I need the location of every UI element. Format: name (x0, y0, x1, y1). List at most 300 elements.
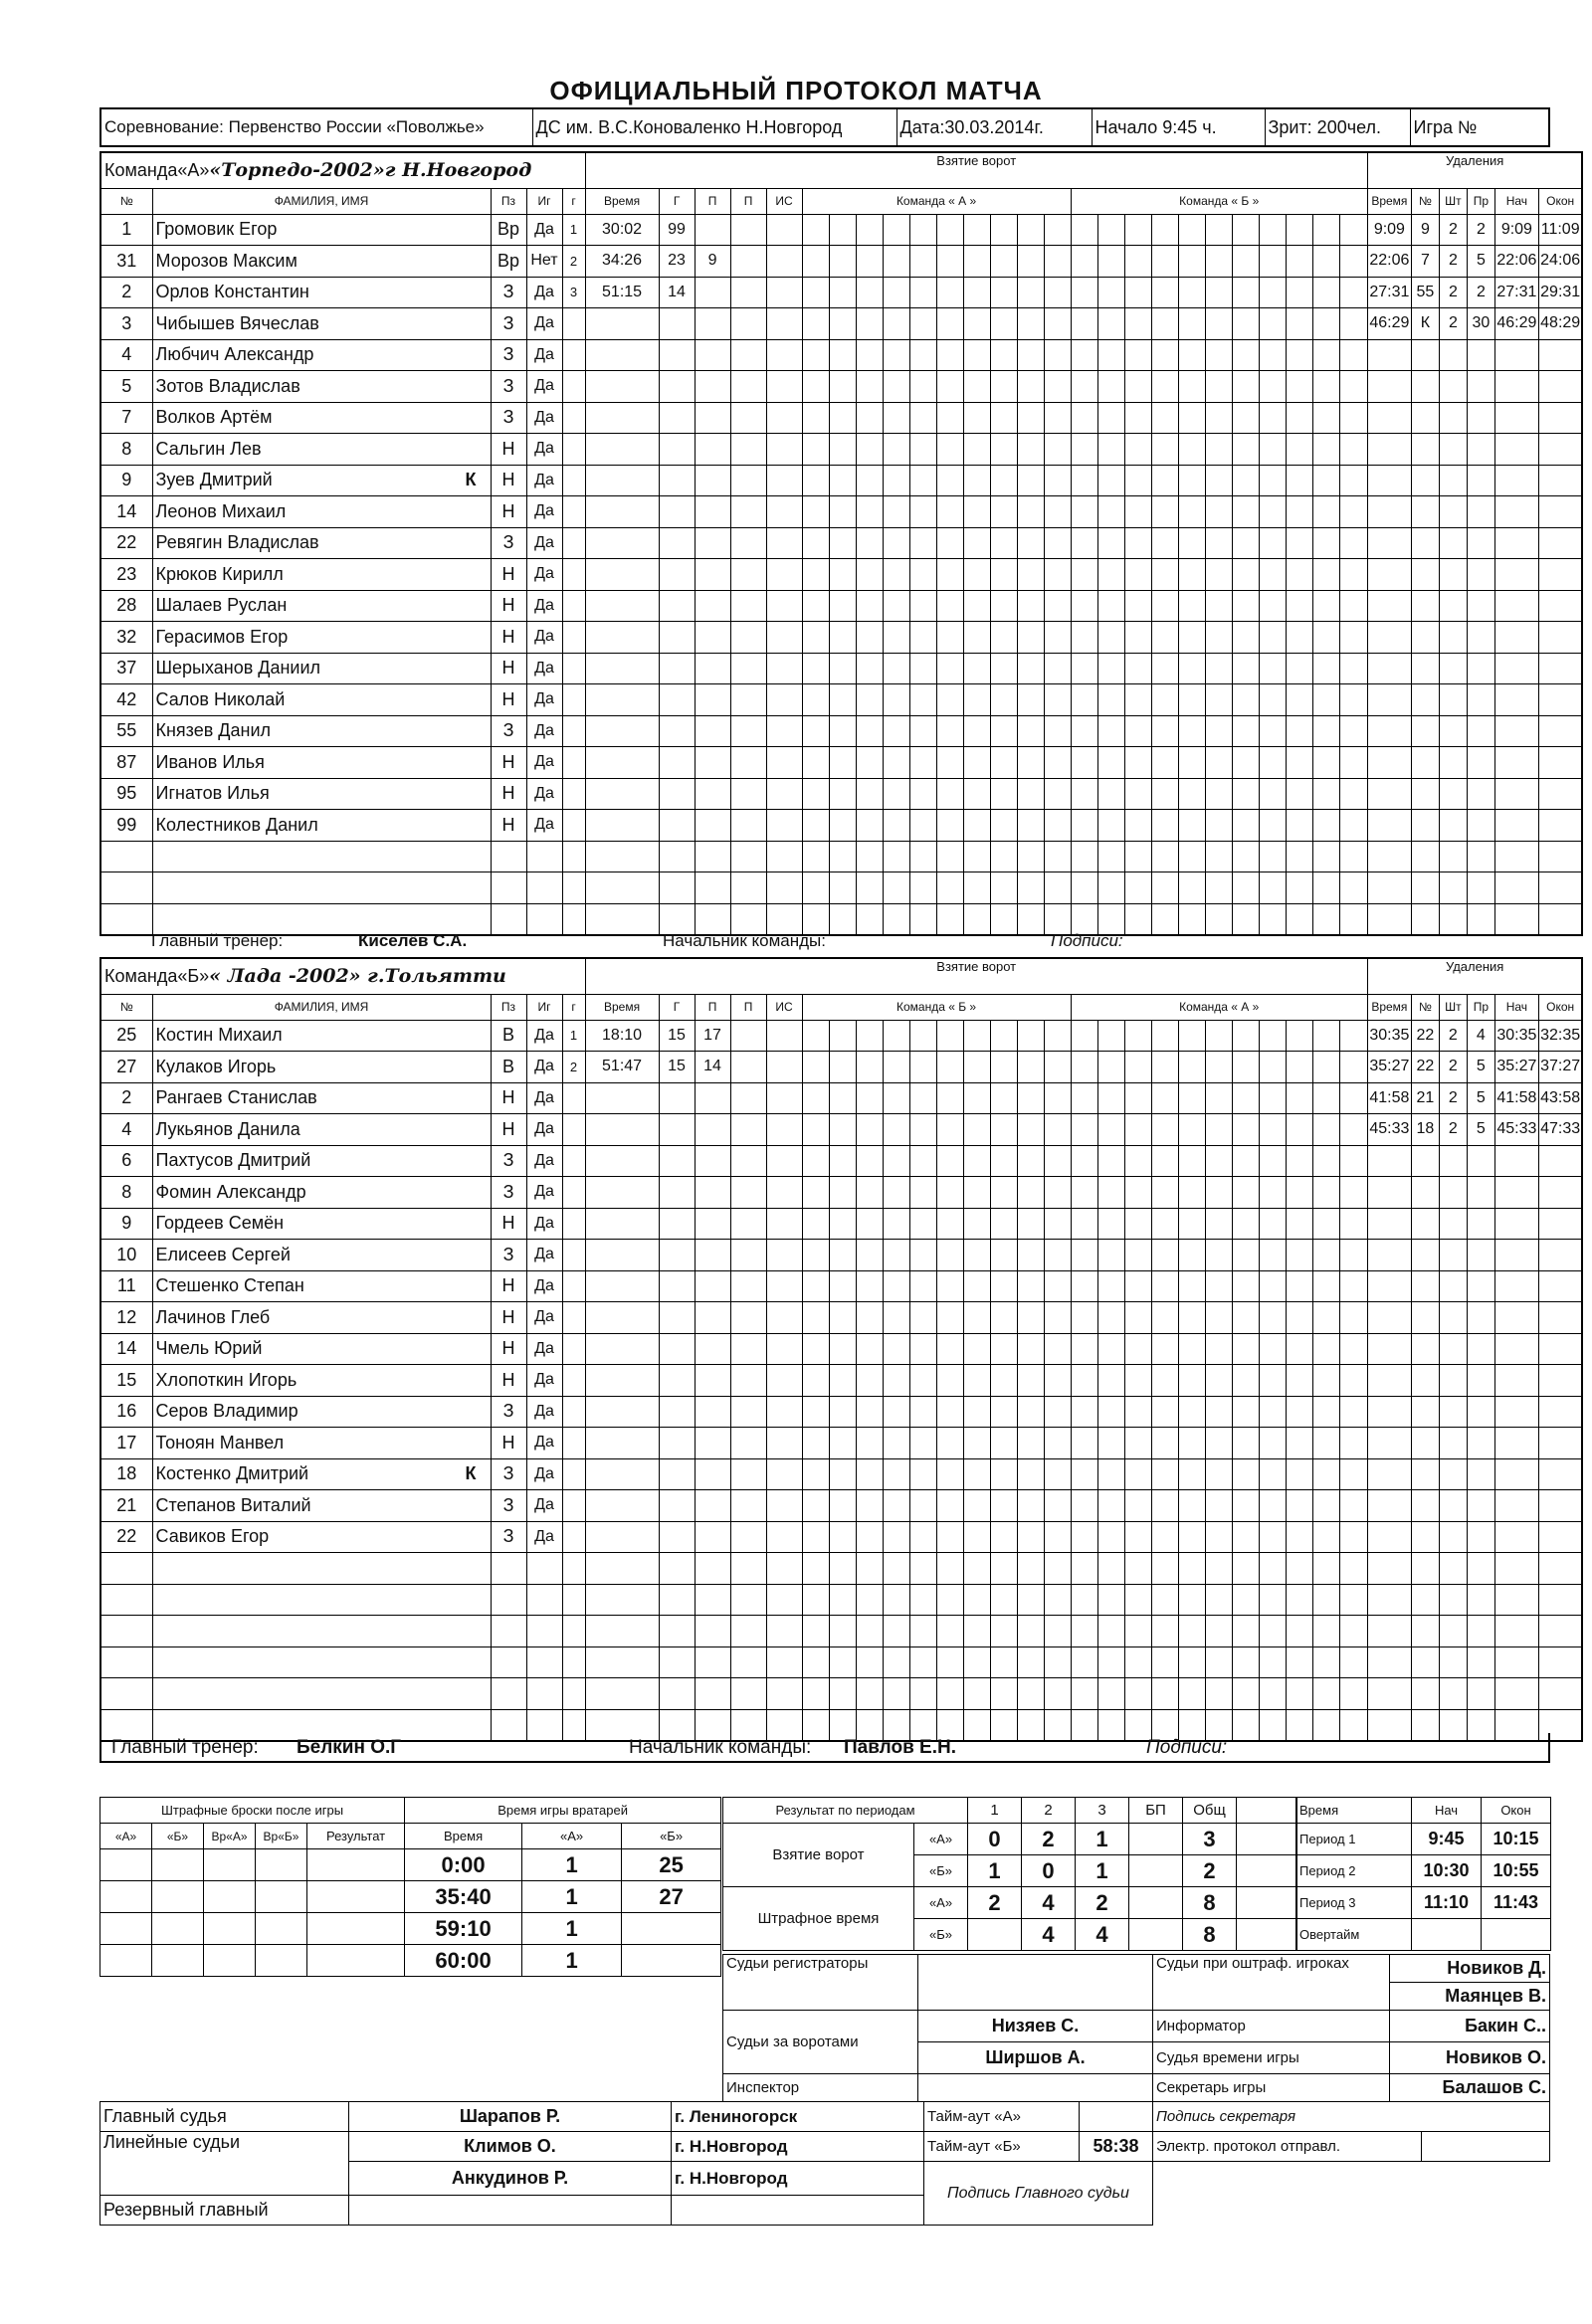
pen-time (1367, 715, 1411, 747)
player-name (152, 496, 491, 528)
player-name-text: Ревягин Владислав (155, 532, 319, 553)
team-b-col-name: ФАМИЛИЯ, ИМЯ (152, 994, 491, 1020)
grid-cell (1178, 747, 1205, 779)
grid-cell (1232, 1678, 1259, 1710)
grid-cell (1259, 841, 1286, 872)
grid-cell (990, 1333, 1017, 1365)
grid-cell (1178, 1365, 1205, 1397)
pen-time (1367, 1208, 1411, 1240)
pen-end (1538, 590, 1582, 622)
player-number: 28 (100, 590, 152, 622)
grid-cell (909, 277, 936, 308)
grid-cell (1071, 1616, 1097, 1647)
grid-cell (990, 559, 1017, 591)
grid-cell (829, 339, 856, 371)
grid-cell (909, 1584, 936, 1616)
pim-a-p3: 2 (1076, 1887, 1129, 1919)
chief-referee-city: г. Лениногорск (672, 2102, 924, 2132)
grid-cell (1044, 1584, 1071, 1616)
team-b-col-pr: Пр (1467, 994, 1494, 1020)
player-plays: Да (526, 810, 562, 842)
grid-cell (990, 1082, 1017, 1114)
grid-cell (990, 1208, 1017, 1240)
grid-cell (1339, 465, 1367, 496)
goal-index (562, 715, 585, 747)
player-number: 17 (100, 1428, 152, 1459)
pen-time (1367, 527, 1411, 559)
grid-cell (1071, 622, 1097, 654)
team-a-player-row (100, 715, 1582, 747)
goal-assist-1 (695, 527, 730, 559)
grid-cell (990, 622, 1017, 654)
goal-assist-1 (695, 590, 730, 622)
grid-cell (1232, 402, 1259, 434)
gk-a: 1 (522, 1849, 622, 1881)
pen-minutes (1439, 1490, 1467, 1522)
player-number: 25 (100, 1020, 152, 1052)
player-name (152, 339, 491, 371)
grid-cell (856, 1584, 883, 1616)
grid-cell (963, 1208, 990, 1240)
goal-assist-1 (695, 1616, 730, 1647)
grid-cell (1339, 590, 1367, 622)
shootout-cell (307, 1849, 405, 1881)
grid-cell (1205, 778, 1232, 810)
grid-cell (1178, 872, 1205, 904)
goal-index (562, 527, 585, 559)
pen-start (1494, 622, 1538, 654)
grid-cell (1124, 1678, 1151, 1710)
player-name (152, 1114, 491, 1146)
pen-minutes (1439, 1428, 1467, 1459)
player-name (152, 1082, 491, 1114)
grid-cell (1312, 747, 1339, 779)
grid-cell (856, 841, 883, 872)
player-position (491, 1616, 526, 1647)
grid-cell (1124, 277, 1151, 308)
gk-time: 59:10 (405, 1913, 522, 1945)
pen-time (1367, 810, 1411, 842)
grid-cell (990, 527, 1017, 559)
goal-scorer (659, 1333, 695, 1365)
gk-a-col: «А» (522, 1824, 622, 1849)
player-number: 37 (100, 653, 152, 684)
goal-assist-1 (695, 1177, 730, 1209)
grid-cell (1232, 1553, 1259, 1585)
player-name-text: Костенко Дмитрий (155, 1463, 309, 1484)
pen-player (1411, 1177, 1439, 1209)
grid-cell (1339, 246, 1367, 278)
goal-time (585, 810, 659, 842)
grid-cell (963, 1177, 990, 1209)
grid-cell (802, 653, 829, 684)
pen-minutes (1439, 1584, 1467, 1616)
pen-reason (1467, 1458, 1494, 1490)
grid-cell (802, 1678, 829, 1710)
grid-cell (1071, 1365, 1097, 1397)
grid-cell (990, 1114, 1017, 1146)
grid-cell (1044, 1616, 1071, 1647)
grid-cell (990, 1240, 1017, 1271)
goal-time (585, 841, 659, 872)
player-name (152, 1020, 491, 1052)
goal-time (585, 872, 659, 904)
goal-assist-2 (730, 747, 766, 779)
pen-player (1411, 1584, 1439, 1616)
grid-cell (1312, 277, 1339, 308)
grid-cell (909, 1302, 936, 1334)
goal-assist-2 (730, 246, 766, 278)
grid-cell (1097, 246, 1124, 278)
grid-cell (1151, 1490, 1178, 1522)
goal-index (562, 1365, 585, 1397)
pen-reason (1467, 1553, 1494, 1585)
goal-time (585, 747, 659, 779)
grid-cell (1044, 308, 1071, 340)
pen-time (1367, 684, 1411, 716)
grid-cell (1259, 559, 1286, 591)
pen-end: 48:29 (1538, 308, 1582, 340)
grid-cell (909, 246, 936, 278)
grid-cell (1071, 339, 1097, 371)
grid-cell (1178, 559, 1205, 591)
grid-cell (1178, 1428, 1205, 1459)
timeout-a-label: Тайм-аут «А» (924, 2102, 1080, 2132)
grid-cell (829, 1082, 856, 1114)
grid-cell (1259, 1177, 1286, 1209)
grid-cell (802, 277, 829, 308)
team-a-col-ig: Иг (526, 188, 562, 214)
player-number: 14 (100, 496, 152, 528)
grid-cell (990, 1052, 1017, 1083)
period-results (722, 1797, 1297, 1951)
player-plays (526, 1616, 562, 1647)
player-name (152, 1365, 491, 1397)
grid-cell (1205, 1428, 1232, 1459)
grid-cell (909, 371, 936, 403)
goal-assist-2 (730, 715, 766, 747)
grid-cell (990, 747, 1017, 779)
grid-cell (829, 214, 856, 246)
grid-cell (1124, 465, 1151, 496)
team-b-player-row (100, 1145, 1582, 1177)
grid-cell (1259, 810, 1286, 842)
grid-cell (963, 590, 990, 622)
grid-cell (1205, 277, 1232, 308)
pen-reason (1467, 496, 1494, 528)
pen-player (1411, 1240, 1439, 1271)
player-name-text: Зуев Дмитрий (155, 470, 273, 490)
player-name (152, 810, 491, 842)
pen-end: 43:58 (1538, 1082, 1582, 1114)
grid-cell (1178, 465, 1205, 496)
team-a-player-row (100, 434, 1582, 466)
pim-b-bp (1129, 1919, 1183, 1951)
grid-cell (936, 1020, 963, 1052)
grid-cell (963, 872, 990, 904)
pen-time (1367, 1396, 1411, 1428)
team-a-player-row (100, 622, 1582, 654)
grid-cell (936, 1052, 963, 1083)
pen-end (1538, 1553, 1582, 1585)
goal-situation (766, 1333, 802, 1365)
grid-cell (1312, 1678, 1339, 1710)
team-a-penalties-header: Удаления (1367, 152, 1582, 188)
pen-player (1411, 1428, 1439, 1459)
goal-situation (766, 371, 802, 403)
grid-cell (1178, 1553, 1205, 1585)
goal-index: 3 (562, 277, 585, 308)
goal-assist-1 (695, 841, 730, 872)
grid-cell (1017, 1082, 1044, 1114)
grid-cell (1124, 653, 1151, 684)
goal-index (562, 653, 585, 684)
grid-cell (1178, 1584, 1205, 1616)
pen-start (1494, 590, 1538, 622)
grid-cell (883, 1082, 909, 1114)
team-b-col-ptime: Время (1367, 994, 1411, 1020)
grid-cell (1044, 841, 1071, 872)
grid-cell (1071, 841, 1097, 872)
pen-player (1411, 810, 1439, 842)
grid-cell (1339, 1646, 1367, 1678)
grid-cell (963, 1145, 990, 1177)
goal-assist-1 (695, 559, 730, 591)
grid-cell (936, 841, 963, 872)
player-number: 14 (100, 1333, 152, 1365)
pen-reason (1467, 1270, 1494, 1302)
player-position: З (491, 371, 526, 403)
grid-cell (1205, 1616, 1232, 1647)
grid-cell (963, 841, 990, 872)
player-plays: Да (526, 1270, 562, 1302)
goal-scorer (659, 747, 695, 779)
player-number: 16 (100, 1396, 152, 1428)
grid-cell (1097, 1082, 1124, 1114)
grid-cell (829, 1646, 856, 1678)
goal-time (585, 1114, 659, 1146)
grid-cell (1097, 496, 1124, 528)
grid-cell (1232, 339, 1259, 371)
team-b-player-row (100, 1240, 1582, 1271)
pen-time (1367, 1177, 1411, 1209)
pen-time: 46:29 (1367, 308, 1411, 340)
goals-a-total: 3 (1183, 1824, 1237, 1855)
player-position: Н (491, 653, 526, 684)
pen-end (1538, 1270, 1582, 1302)
team-a-col-P1: П (695, 188, 730, 214)
linesmen-label: Линейные судьи (100, 2132, 349, 2196)
pen-player (1411, 559, 1439, 591)
goal-time (585, 1145, 659, 1177)
grid-cell (1178, 1616, 1205, 1647)
player-position: Н (491, 810, 526, 842)
grid-cell (1259, 715, 1286, 747)
grid-cell (802, 747, 829, 779)
pen-minutes (1439, 622, 1467, 654)
grid-cell (1071, 277, 1097, 308)
grid-cell (1124, 246, 1151, 278)
player-plays (526, 1584, 562, 1616)
grid-cell (1178, 1302, 1205, 1334)
player-plays: Да (526, 277, 562, 308)
grid-cell (1178, 339, 1205, 371)
grid-cell (1097, 1490, 1124, 1522)
goal-time: 51:47 (585, 1052, 659, 1083)
grid-cell (1071, 1553, 1097, 1585)
grid-cell (883, 1177, 909, 1209)
goal-index (562, 339, 585, 371)
grid-cell (883, 1584, 909, 1616)
grid-cell (1232, 496, 1259, 528)
grid-cell (1124, 1302, 1151, 1334)
grid-cell (1312, 1616, 1339, 1647)
grid-cell (802, 308, 829, 340)
shootout-cell (307, 1913, 405, 1945)
gk-row (100, 1945, 721, 1977)
period-start: 11:10 (1412, 1887, 1482, 1919)
grid-cell (883, 653, 909, 684)
pen-player (1411, 1458, 1439, 1490)
period-start: 9:45 (1412, 1824, 1482, 1855)
pen-end (1538, 1521, 1582, 1553)
grid-cell (883, 434, 909, 466)
grid-cell (1151, 308, 1178, 340)
grid-cell (936, 371, 963, 403)
grid-cell (1017, 339, 1044, 371)
goal-assist-1 (695, 1082, 730, 1114)
e-protocol-label: Электр. протокол отправл. (1153, 2132, 1422, 2162)
grid-cell (856, 434, 883, 466)
grid-cell (990, 1616, 1017, 1647)
pen-minutes (1439, 1521, 1467, 1553)
player-position (491, 1553, 526, 1585)
player-name (152, 1678, 491, 1710)
grid-cell (1071, 1458, 1097, 1490)
grid-cell (1044, 1240, 1071, 1271)
grid-cell (1259, 496, 1286, 528)
pen-end: 11:09 (1538, 214, 1582, 246)
team-b-col-pz: Пз (491, 994, 526, 1020)
pim-a-p1: 2 (968, 1887, 1022, 1919)
grid-cell (883, 1052, 909, 1083)
period-start-col: Нач (1412, 1798, 1482, 1824)
period-name: Период 2 (1296, 1855, 1412, 1887)
grid-cell (883, 872, 909, 904)
grid-cell (1205, 1082, 1232, 1114)
grid-cell (1124, 496, 1151, 528)
pen-start (1494, 465, 1538, 496)
grid-cell (802, 1333, 829, 1365)
pen-player (1411, 747, 1439, 779)
grid-cell (936, 747, 963, 779)
grid-cell (1044, 1302, 1071, 1334)
grid-cell (1044, 559, 1071, 591)
grid-cell (1339, 1020, 1367, 1052)
goal-scorer (659, 527, 695, 559)
grid-cell (1339, 1428, 1367, 1459)
pen-reason: 4 (1467, 1020, 1494, 1052)
goal-index (562, 841, 585, 872)
goal-scorer (659, 715, 695, 747)
pim-b-p1 (968, 1919, 1022, 1951)
grid-cell (990, 1396, 1017, 1428)
gk-b: 25 (622, 1849, 721, 1881)
pen-reason: 2 (1467, 277, 1494, 308)
grid-cell (829, 308, 856, 340)
goal-assist-2 (730, 1646, 766, 1678)
pen-end (1538, 1428, 1582, 1459)
player-name (152, 214, 491, 246)
pen-player: 7 (1411, 246, 1439, 278)
grid-cell (1151, 1365, 1178, 1397)
goal-situation (766, 1082, 802, 1114)
goal-situation (766, 622, 802, 654)
grid-cell (1017, 1458, 1044, 1490)
player-number: 4 (100, 1114, 152, 1146)
goals-a-p3: 1 (1076, 1824, 1129, 1855)
grid-cell (1124, 1428, 1151, 1459)
grid-cell (1071, 1240, 1097, 1271)
goal-assist-1 (695, 1208, 730, 1240)
grid-cell (936, 1616, 963, 1647)
grid-cell (1178, 1396, 1205, 1428)
grid-cell (1232, 590, 1259, 622)
player-name-text: Шалаев Руслан (155, 595, 288, 616)
grid-cell (1286, 841, 1312, 872)
goal-scorer: 15 (659, 1020, 695, 1052)
player-name-text: Чмель Юрий (155, 1338, 263, 1359)
pen-start (1494, 1678, 1538, 1710)
team-b-col-pnum: № (1411, 994, 1439, 1020)
grid-cell (990, 715, 1017, 747)
shootout-cell (152, 1881, 204, 1913)
goal-scorer (659, 1678, 695, 1710)
grid-cell (1124, 339, 1151, 371)
grid-cell (856, 1208, 883, 1240)
grid-cell (936, 465, 963, 496)
grid-cell (909, 1553, 936, 1585)
grid-cell (1339, 1458, 1367, 1490)
player-plays: Да (526, 1428, 562, 1459)
grid-cell (1151, 1646, 1178, 1678)
team-a-player-row (100, 277, 1582, 308)
grid-cell (1232, 465, 1259, 496)
pen-player: 55 (1411, 277, 1439, 308)
pim-a-bp (1129, 1887, 1183, 1919)
grid-cell (963, 527, 990, 559)
pen-time (1367, 1145, 1411, 1177)
team-b-player-row (100, 1458, 1582, 1490)
grid-cell (936, 715, 963, 747)
goal-situation (766, 527, 802, 559)
grid-cell (1259, 1333, 1286, 1365)
pen-minutes: 2 (1439, 1052, 1467, 1083)
grid-cell (1124, 1584, 1151, 1616)
pen-time (1367, 339, 1411, 371)
goals-a-label: «А» (914, 1824, 968, 1855)
player-plays: Да (526, 1396, 562, 1428)
grid-cell (990, 246, 1017, 278)
pen-start (1494, 1616, 1538, 1647)
grid-cell (909, 1082, 936, 1114)
period-end: 11:43 (1482, 1887, 1551, 1919)
gk-time-header: Время игры вратарей (405, 1798, 721, 1824)
pen-start: 9:09 (1494, 214, 1538, 246)
grid-cell (1259, 872, 1286, 904)
grid-cell (963, 1396, 990, 1428)
grid-cell (936, 872, 963, 904)
